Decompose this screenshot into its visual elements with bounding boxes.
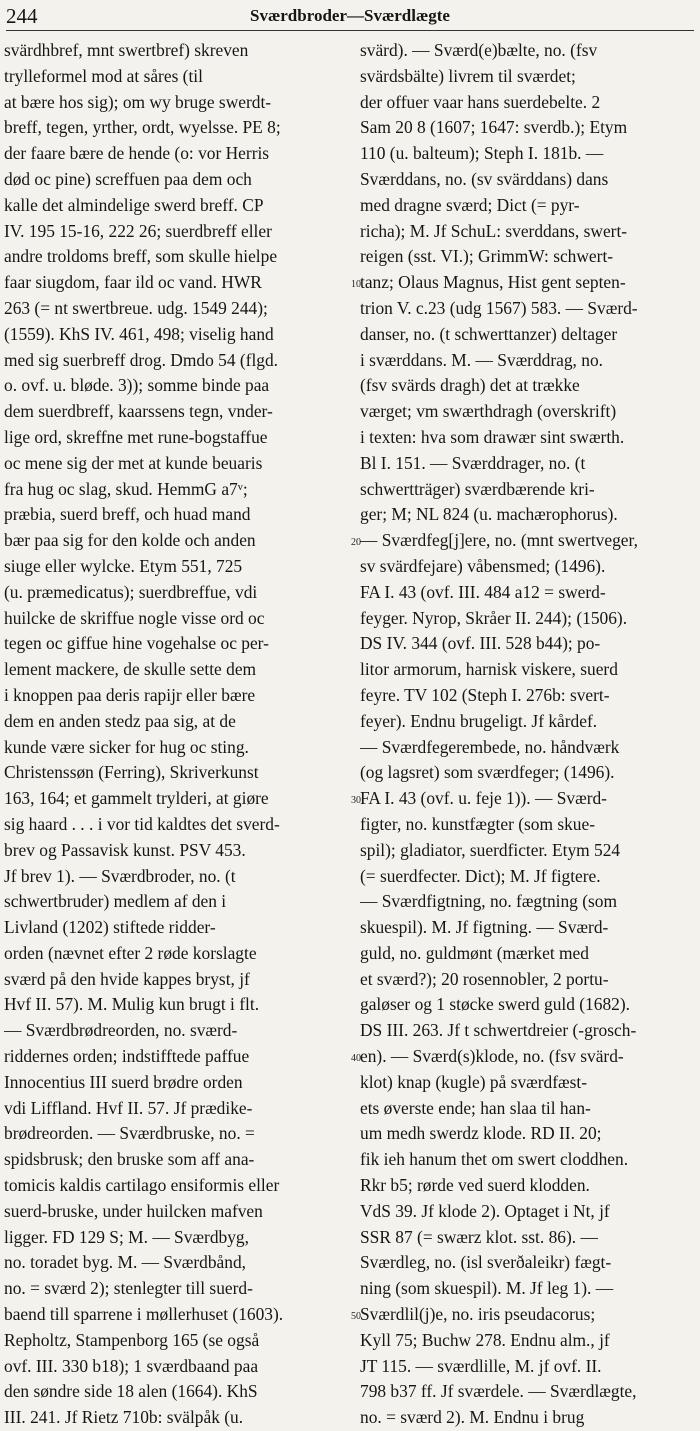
right-column-line: Sværddans, no. (sv svärddans) dans	[360, 168, 609, 189]
left-column-line: Jf brev 1). — Sværdbroder, no. (t	[4, 865, 236, 886]
right-column-line: i sværddans. M. — Sværddrag, no.	[360, 349, 603, 370]
line-number-marker: 30	[351, 795, 361, 807]
left-column-line: orden (nævnet efter 2 røde korslagte	[4, 942, 257, 963]
right-column-line: DS III. 263. Jf t schwertdreier (-grosch-	[360, 1020, 637, 1041]
left-column-line: Livland (1202) stiftede ridder-	[4, 917, 216, 938]
right-column-line: i texten: hva som drawær sint swærth.	[360, 426, 625, 447]
right-column-line: FA I. 43 (ovf. u. feje 1)). — Sværd-	[360, 788, 607, 809]
left-column-line: i knoppen paa deris rapijr eller bære	[4, 684, 256, 705]
left-column-line: Christenssøn (Ferring), Skriverkunst	[4, 762, 259, 783]
right-column-line: svärd). — Sværd(e)bælte, no. (fsv	[360, 40, 598, 60]
right-column-line: (fsv svärds dragh) det at trække	[360, 375, 580, 396]
right-column-line: Rkr b5; rørde ved suerd klodden.	[360, 1175, 590, 1196]
right-column-line: svärdsbälte) livrem til sværdet;	[360, 65, 576, 86]
left-column-line: spidsbrusk; den bruske som aff ana-	[4, 1149, 255, 1170]
right-column-line: VdS 39. Jf klode 2). Optaget i Nt, jf	[360, 1200, 610, 1221]
right-column-line: schwertträger) sværdbærende kri-	[360, 478, 595, 499]
right-column-line: Sam 20 8 (1607; 1647: sverdb.); Etym	[360, 117, 628, 138]
left-column-line: no. = sværd 2); stenlegter till suerd-	[4, 1278, 253, 1299]
right-column-line: — Sværdfigtning, no. fægtning (som	[360, 891, 618, 912]
right-column-line: værget; vm swærthdragh (overskrift)	[360, 401, 617, 422]
left-column-line: — Sværdbrødreorden, no. sværd-	[4, 1020, 238, 1041]
left-column-line: svärdhbref, mnt swertbref) skreven	[4, 40, 249, 60]
left-column-line: (u. præmedicatus); suerdbreffue, vdi	[4, 581, 258, 602]
right-column-line: klot) knap (kugle) på sværdfæst-	[360, 1071, 588, 1092]
right-column-line: (= suerdfecter. Dict); M. Jf figtere.	[360, 865, 601, 886]
left-column-line: der faare bære de hende (o: vor Herris	[4, 143, 270, 164]
right-column-line: skuespil). M. Jf figtning. — Sværd-	[360, 917, 609, 938]
left-column-line: Hvf II. 57). M. Mulig kun brugt i flt.	[4, 994, 260, 1015]
left-column-line: ovf. III. 330 b18); 1 sværdbaand paa	[4, 1355, 259, 1376]
left-column-line: med sig suerbreff drog. Dmdo 54 (flgd.	[4, 349, 279, 370]
left-column-line: trylleformel mod at såres (til	[4, 65, 203, 86]
left-column-line: kalle det almindelige swerd breff. CP	[4, 194, 264, 215]
left-column-line: lige ord, skreffne met rune-bogstaffue	[4, 426, 268, 447]
right-column-line: richa); M. Jf SchuL: sverddans, swert-	[360, 220, 628, 241]
left-column-line: den søndre side 18 alen (1664). KhS	[4, 1381, 258, 1402]
right-column-line: FA I. 43 (ovf. III. 484 a12 = swerd-	[360, 581, 606, 602]
left-column-line: brødreorden. — Sværdbruske, no. =	[4, 1123, 255, 1144]
right-column-line: — Sværdfeg[j]ere, no. (mnt swertveger,	[360, 530, 638, 551]
right-column-line: SSR 87 (= swærz klot. sst. 86). —	[360, 1226, 598, 1247]
page-number: 244	[6, 4, 38, 28]
right-column-line: reigen (sst. VI.); GrimmW: schwert-	[360, 246, 614, 267]
left-column-line: suerd-bruske, under huilcken mafven	[4, 1200, 263, 1221]
right-column-line: med dragne sværd; Dict (= pyr-	[360, 194, 580, 215]
left-column-line: siuge eller wylcke. Etym 551, 725	[4, 555, 243, 576]
left-column-line: riddernes orden; indstifftede paffue	[4, 1046, 250, 1067]
right-column-line: no. = sværd 2). M. Endnu i brug	[360, 1407, 585, 1428]
right-column-line: Sværdleg, no. (isl sverðaleikr) fægt-	[360, 1252, 612, 1273]
right-column-line: spil); gladiator, suerdficter. Etym 524	[360, 839, 621, 860]
left-column-line: lement mackere, de skulle sette dem	[4, 659, 257, 680]
right-column	[360, 38, 696, 1431]
right-column-line: fik ieh hanum thet om swert cloddhen.	[360, 1149, 629, 1170]
right-column-line: um medh swerdz klode. RD II. 20;	[360, 1123, 602, 1144]
right-column-line: feyre. TV 102 (Steph I. 276b: svert-	[360, 684, 610, 705]
right-column-line: danser, no. (t schwerttanzer) deltager	[360, 323, 618, 344]
right-column-line: Kyll 75; Buchw 278. Endnu alm., jf	[360, 1329, 610, 1350]
right-column-line: 798 b37 ff. Jf sværdele. — Sværdlægte,	[360, 1381, 637, 1402]
right-column-line: litor armorum, harnisk viskere, suerd	[360, 659, 618, 680]
left-column	[4, 38, 340, 1431]
right-column-line: JT 115. — sværdlille, M. jf ovf. II.	[360, 1355, 602, 1376]
page-header	[6, 4, 694, 31]
left-column-line: Innocentius III suerd brødre orden	[4, 1071, 243, 1092]
left-column-line: død oc pine) screffuen paa dem och	[4, 168, 252, 189]
right-column-line: — Sværdfegerembede, no. håndværk	[360, 736, 620, 757]
left-column-line: kunde være sicker for hug oc sting.	[4, 736, 249, 757]
left-column-line: dem en anden stedz paa sig, at de	[4, 710, 236, 731]
right-column-line: 110 (u. balteum); Steph I. 181b. —	[360, 143, 604, 164]
running-head: Sværdbroder—Sværdlægte	[250, 6, 450, 25]
left-column-line: baend till sparrene i møllerhuset (1603).	[4, 1304, 284, 1325]
right-column-line: ning (som skuespil). M. Jf leg 1). —	[360, 1278, 614, 1299]
right-column-line: feyer). Endnu brugeligt. Jf kårdef.	[360, 710, 598, 731]
right-column-line: figter, no. kunstfægter (som skue-	[360, 813, 596, 834]
left-column-line: sig haard . . . i vor tid kaldtes det sverd-	[4, 813, 280, 834]
right-column-line: trion V. c.23 (udg 1567) 583. — Sværd-	[360, 297, 638, 318]
left-column-line: tomicis kaldis cartilago ensiformis eller	[4, 1175, 280, 1196]
right-column-line: et sværd?); 20 rosennobler, 2 portu-	[360, 968, 609, 989]
line-number-marker: 40	[351, 1053, 361, 1065]
line-number-marker: 50	[351, 1311, 361, 1323]
right-column-line: en). — Sværd(s)klode, no. (fsv svärd-	[360, 1046, 624, 1067]
right-column-line: feyger. Nyrop, Skråer II. 244); (1506).	[360, 607, 628, 628]
left-column-line: at bære hos sig); om wy bruge swerdt-	[4, 91, 272, 112]
left-column-line: andre troldoms breff, som skulle hielpe	[4, 246, 278, 267]
right-column-line: der offuer vaar hans suerdebelte. 2	[360, 91, 601, 112]
right-column-line: ets øverste ende; han slaa til han-	[360, 1097, 591, 1118]
left-column-line: 263 (= nt swertbreue. udg. 1549 244);	[4, 297, 268, 318]
left-column-line: breff, tegen, yrther, ordt, wyelsse. PE 8;	[4, 117, 281, 138]
left-column-line: præbia, suerd breff, och huad mand	[4, 504, 251, 525]
left-column-line: sværd på den hvide kappes bryst, jf	[4, 968, 250, 989]
left-column-line: ligger. FD 129 S; M. — Sværdbyg,	[4, 1226, 249, 1247]
left-column-line: Repholtz, Stampenborg 165 (se også	[4, 1329, 260, 1350]
left-column-line: o. ovf. u. bløde. 3)); somme binde paa	[4, 375, 270, 396]
right-column-line: ger; M; NL 824 (u. machærophorus).	[360, 504, 618, 525]
left-column-line: no. toradet byg. M. — Sværdbånd,	[4, 1252, 246, 1273]
right-column-line: Sværdlil(j)e, no. iris pseudacorus;	[360, 1304, 596, 1325]
left-column-line: brev og Passavisk kunst. PSV 453.	[4, 839, 246, 860]
right-column-line: (og lagsret) som sværdfeger; (1496).	[360, 762, 615, 783]
right-column-line: Bl I. 151. — Sværddrager, no. (t	[360, 452, 586, 473]
right-column-line: guld, no. guldmønt (mærket med	[360, 942, 589, 963]
right-column-line: galøser og 1 støcke swerd guld (1682).	[360, 994, 630, 1015]
left-column-line: oc mene sig der met at kunde beuaris	[4, 452, 263, 473]
left-column-line: fra hug oc slag, skud. HemmG a7ᵛ;	[4, 478, 248, 499]
left-column-line: (1559). KhS IV. 461, 498; viselig hand	[4, 323, 274, 344]
left-column-line: schwertbruder) medlem af den i	[4, 891, 227, 912]
left-column-line: vdi Liffland. Hvf II. 57. Jf prædike-	[4, 1097, 253, 1118]
left-column-line: faar siugdom, faar ild oc vand. HWR	[4, 272, 262, 293]
left-column-line: tegen oc giffue hine vogehalse oc per-	[4, 633, 269, 654]
right-column-line: DS IV. 344 (ovf. III. 528 b44); po-	[360, 633, 601, 654]
left-column-line: huilcke de skriffue nogle visse ord oc	[4, 607, 265, 628]
left-column-line: dem suerdbreff, kaarssens tegn, vnder-	[4, 401, 273, 422]
left-column-line: bær paa sig for den kolde och anden	[4, 530, 256, 551]
left-column-line: 163, 164; et gammelt trylderi, at giøre	[4, 788, 269, 809]
left-column-line: IV. 195 15-16, 222 26; suerdbreff eller	[4, 220, 272, 241]
left-column-line: III. 241. Jf Rietz 710b: svälpåk (u.	[4, 1407, 244, 1428]
right-column-line: sv svärdfejare) våbensmed; (1496).	[360, 555, 606, 576]
right-column-line: tanz; Olaus Magnus, Hist gent septen-	[360, 272, 626, 293]
line-number-marker: 10	[351, 279, 361, 291]
line-number-marker: 20	[351, 537, 361, 549]
